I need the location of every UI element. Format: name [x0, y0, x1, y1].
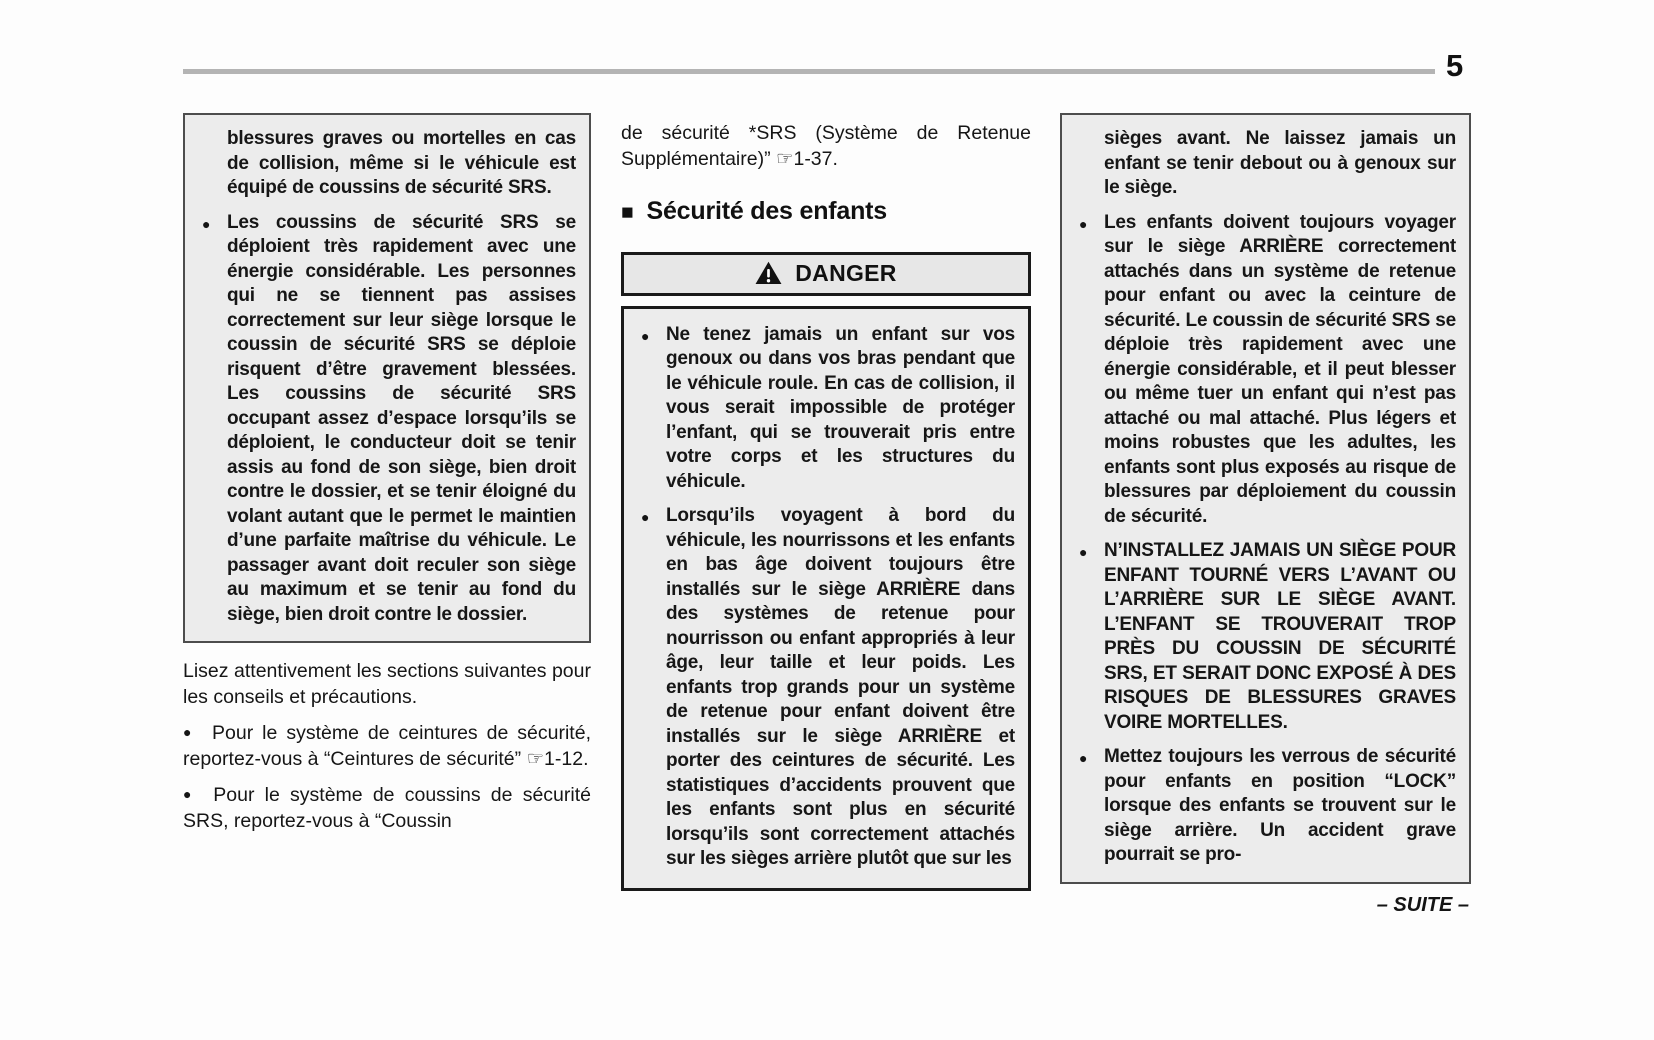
- bullet-icon: ●: [641, 327, 650, 344]
- warning-bullet-item: [198, 211, 576, 628]
- danger-label: DANGER: [795, 259, 897, 286]
- header-divider: [183, 69, 1435, 74]
- danger-header: [621, 252, 1031, 296]
- bullet-icon: ●: [1079, 750, 1088, 766]
- danger-bullet-text: Ne tenez jamais un enfant sur vos genoux ou dans vos bras pendant que le véhicule roule. En cas de collision, il vous serait impossible de protéger l’enfant, qui se trouverait pris entre votre corps et les structures du véhicule.: [666, 323, 1015, 492]
- bullet-icon: ●: [641, 509, 650, 526]
- warning-triangle-icon: [755, 261, 782, 285]
- left-column: [183, 113, 591, 835]
- page-number: 5: [1446, 48, 1464, 83]
- danger-bullet-text: Lorsqu’ils voyagent à bord du véhicule, les nourrissons et les enfants en bas âge doivent toujours être installés sur le siège ARRIÈRE dans des systèmes de retenue pour nourrisson ou enfant appropriés à leur âge, leur taille et leur poids. Les enfants trop grands pour un système de retenue pour enfant doivent être installés sur le siège ARRIÈRE et porter des ceintures de sécurité. Les statistiques d’accidents prouvent que les enfants sont plus en sécurité lorsqu’ils sont correctement attachés sur les sièges arrière plutôt que sur les: [666, 505, 1015, 870]
- continue-marker: – SUITE –: [1376, 893, 1469, 916]
- warning-bullet-item: [1075, 211, 1456, 530]
- bullet-icon: ●: [183, 785, 197, 802]
- warning-bullet-text: Les enfants doivent toujours voyager sur le siège ARRIÈRE correctement attachés dans un système de retenue pour enfant ou avec la ceinture de sécurité. Le coussin de sécurité SRS se déploie très rapidement avec une énergie considérable, et il peut blesser ou même tuer un enfant qui n’est pas attaché ou mal attaché. Plus légers et moins robustes que les adultes, les enfants sont plus exposés au risque de blessures par déploiement du coussin de sécurité.: [1104, 211, 1456, 527]
- section-heading: [621, 197, 1031, 226]
- warning-continuation-text: blessures graves ou mortelles en cas de collision, même si le véhicule est équipé de coussins de sécurité SRS.: [227, 128, 576, 198]
- danger-box: [621, 306, 1031, 891]
- left-warning-box: [183, 113, 591, 643]
- danger-bullet-item: [637, 504, 1015, 872]
- bullet-icon: ●: [183, 723, 196, 740]
- section-heading-text: Sécurité des enfants: [646, 196, 888, 225]
- right-column: [1060, 113, 1471, 917]
- danger-bullet-item: [637, 323, 1015, 495]
- reference-item: [183, 721, 591, 773]
- warning-bullet-item: [1075, 539, 1456, 735]
- warning-bullet-text: Mettez toujours les verrous de sécurité pour enfants en position “LOCK” lorsque des enfants se trouvent sur le siège arrière. Un accident grave pourrait se pro-: [1104, 746, 1456, 865]
- middle-column: [621, 113, 1031, 891]
- reference-item: [183, 783, 591, 835]
- section-marker-icon: ■: [621, 200, 634, 224]
- warning-bullet-text: N’INSTALLEZ JAMAIS UN SIÈGE POUR ENFANT TOURNÉ VERS L’AVANT OU L’ARRIÈRE SUR LE SIÈGE AVANT. L’ENFANT SE TROUVERAIT TROP PRÈS DU COUSSIN DE SÉCURITÉ SRS, ET SERAIT DONC EXPOSÉ À DES RISQUES DE BLESSURES GRAVES VOIRE MORTELLES.: [1104, 540, 1456, 733]
- bullet-icon: ●: [202, 215, 211, 232]
- reference-text: Pour le système de coussins de sécurité SRS, reportez-vous à “Coussin: [183, 783, 591, 832]
- bullet-icon: ●: [1079, 544, 1088, 560]
- warning-bullet-item: [1075, 745, 1456, 868]
- continuation-paragraph: de sécurité *SRS (Système de Retenue Supplémentaire)” ☞1-37.: [621, 122, 1031, 170]
- right-warning-box: [1060, 113, 1471, 884]
- reference-text: Pour le système de ceintures de sécurité, reportez-vous à “Ceintures de sécurité” ☞1-12.: [183, 721, 591, 770]
- warning-bullet-text: Les coussins de sécurité SRS se déploient très rapidement avec une énergie considérable. Les personnes qui ne se tiennent pas assises correctement sur leur siège lorsque le coussin de sécurité SRS se déploie risquent d’être gravement blessées. Les coussins de sécurité SRS occupant assez d’espace lorsqu’ils se déploient, le conducteur doit se tenir assis au fond de son siège, bien droit contre le dossier, et se tenir éloigné du volant autant que le permet le maintien d’une parfaite maîtrise du véhicule. Le passager avant doit reculer son siège au maximum et se tenir au fond du siège, bien droit contre le dossier.: [227, 211, 576, 625]
- warning-continuation-text: sièges avant. Ne laissez jamais un enfant se tenir debout ou à genoux sur le siège.: [1104, 128, 1456, 198]
- intro-paragraph: Lisez attentivement les sections suivantes pour les conseils et précautions.: [183, 660, 591, 708]
- bullet-icon: ●: [1079, 215, 1088, 232]
